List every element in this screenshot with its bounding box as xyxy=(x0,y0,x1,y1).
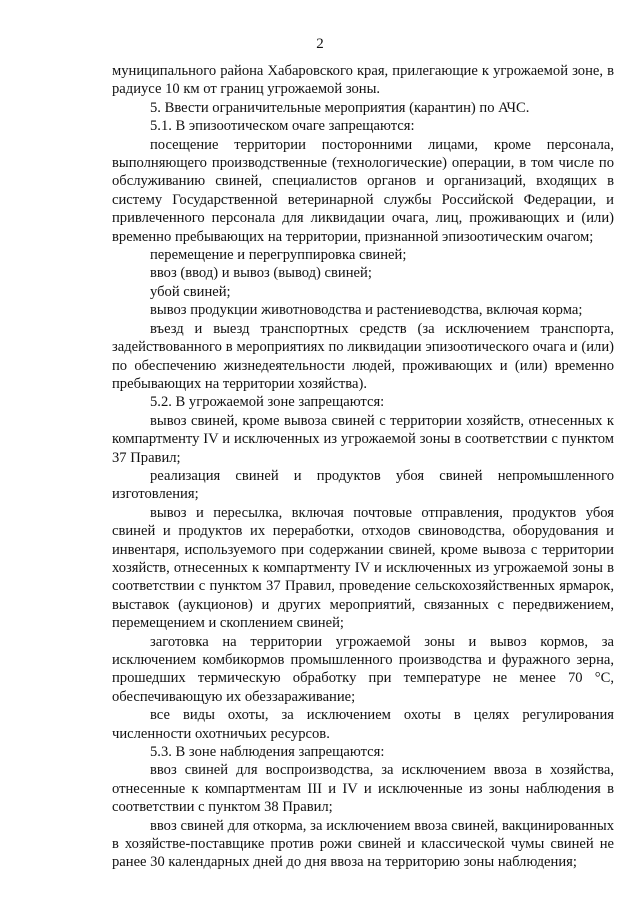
paragraph: 5.2. В угрожаемой зоне запрещаются: xyxy=(150,394,385,411)
paragraph: 5.3. В зоне наблюдения запрещаются: xyxy=(150,744,385,761)
document-body xyxy=(112,62,614,872)
paragraph: вывоз и пересылка, включая почтовые отправления, продуктов убоя свиней и продуктов их переработки, отходов свиноводства, оборудования и инвентаря, используемого при содержании свиней, кроме вывоза с территории хозяйств, отнесенных к компартменту IV и исключенных из угрожаемой зоны в соответствии с пунктом 37 Правил, проведение сельскохозяйственных ярмарок, выставок (аукционов) и других мероприятий, связанных с передвижением, перемещением и скоплением свиней; xyxy=(112,504,614,632)
paragraph: въезд и выезд транспортных средств (за исключением транспорта, задействованного в мероприятиях по ликвидации эпизоотического очага и (или) по обеспечению жизнедеятельности людей, проживающих и (или) временно пребывающих на территории хозяйства). xyxy=(112,320,614,392)
paragraph: ввоз свиней для воспроизводства, за исключением ввоза в хозяйства, отнесенные к компартментам III и IV и исключенные из зоны наблюдения в соответствии с пунктом 38 Правил; xyxy=(112,762,614,816)
paragraph: заготовка на территории угрожаемой зоны и вывоз кормов, за исключением комбикормов промышленного производства и фуражного зерна, прошедших термическую обработку при температуре не менее 70 °С, обеспечивающую их обеззараживание; xyxy=(112,633,614,705)
paragraph: все виды охоты, за исключением охоты в целях регулирования численности охотничьих ресурсов. xyxy=(112,707,614,742)
paragraph: ввоз свиней для откорма, за исключением ввоза свиней, вакцинированных в хозяйстве-поставщике против рожи свиней и классической чумы свиней не ранее 30 календарных дней до дня ввоза на территорию зоны наблюдения; xyxy=(112,817,614,871)
paragraph: вывоз свиней, кроме вывоза свиней с территории хозяйств, отнесенных к компартменту IV и исключенных из угрожаемой зоны в соответствии с пунктом 37 Правил; xyxy=(112,412,614,466)
page-number: 2 xyxy=(316,36,324,52)
paragraph: посещение территории посторонними лицами, кроме персонала, выполняющего производственные (технологические) операции, в том числе по обслуживанию свиней, специалистов органов и организаций, входящих в систему Государственной ветеринарной службы Российской Федерации, и привлеченного персонала для ликвидации очага, лиц, проживающих и (или) временно пребывающих на территории, признанной эпизоотическим очагом; xyxy=(112,136,614,245)
paragraph: муниципального района Хабаровского края, прилегающие к угрожаемой зоне, в радиусе 10 км от границ угрожаемой зоны. xyxy=(112,63,614,98)
paragraph: перемещение и перегруппировка свиней; xyxy=(150,247,407,264)
paragraph: вывоз продукции животноводства и растениеводства, включая корма; xyxy=(150,302,583,319)
paragraph: ввоз (ввод) и вывоз (вывод) свиней; xyxy=(150,265,372,282)
paragraph: 5.1. В эпизоотическом очаге запрещаются: xyxy=(150,118,415,135)
paragraph: 5. Ввести ограничительные мероприятия (карантин) по АЧС. xyxy=(150,99,530,116)
paragraph: убой свиней; xyxy=(150,283,231,300)
paragraph: реализация свиней и продуктов убоя свиней непромышленного изготовления; xyxy=(112,467,614,503)
